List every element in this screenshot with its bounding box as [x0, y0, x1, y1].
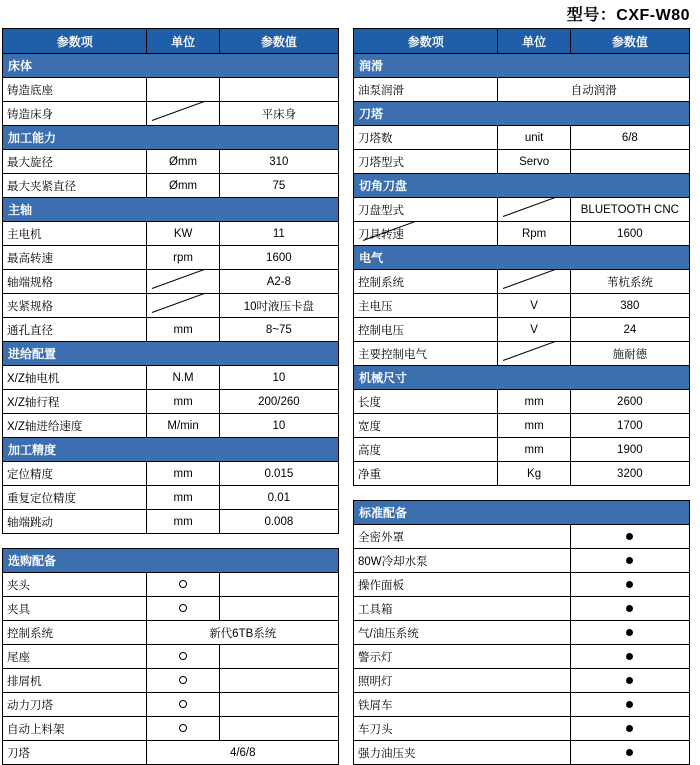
row-label: 全密外罩	[354, 525, 571, 549]
section-row	[3, 342, 339, 366]
row-label: 重复定位精度	[3, 486, 147, 510]
row-label: 定位精度	[3, 462, 147, 486]
table-row	[354, 717, 690, 741]
table-row	[354, 549, 690, 573]
table-row	[3, 573, 339, 597]
row-value: 0.015	[219, 462, 338, 486]
row-label: 宽度	[354, 414, 498, 438]
section-row	[3, 549, 339, 573]
row-label: 铸造底座	[3, 78, 147, 102]
row-unit: mm	[498, 414, 570, 438]
section-row	[3, 126, 339, 150]
dot-icon	[626, 653, 633, 660]
row-unit-na	[147, 270, 219, 294]
included-mark	[570, 717, 689, 741]
row-unit-na	[498, 342, 570, 366]
row-value: 200/260	[219, 390, 338, 414]
row-unit-na	[498, 270, 570, 294]
table-row	[3, 294, 339, 318]
section-row	[354, 54, 690, 78]
dot-icon	[626, 605, 633, 612]
row-label: 控制系统	[354, 270, 498, 294]
row-label: 刀塔数	[354, 126, 498, 150]
row-label: 主要控制电气	[354, 342, 498, 366]
option-mark	[147, 717, 219, 741]
row-value	[219, 597, 338, 621]
row-value	[219, 669, 338, 693]
row-unit	[147, 78, 219, 102]
row-value: 10	[219, 366, 338, 390]
table-row	[354, 597, 690, 621]
included-mark	[570, 525, 689, 549]
table-row	[3, 462, 339, 486]
section-row	[354, 366, 690, 390]
header-unit: 单位	[147, 29, 219, 54]
row-unit-na	[147, 294, 219, 318]
right-spec-table	[353, 28, 690, 486]
section-label: 刀塔	[354, 102, 690, 126]
option-mark	[147, 669, 219, 693]
option-mark	[147, 693, 219, 717]
included-mark	[570, 693, 689, 717]
table-row	[354, 390, 690, 414]
table-row	[3, 102, 339, 126]
table-row	[3, 246, 339, 270]
row-label: 控制系统	[3, 621, 147, 645]
table-row	[354, 462, 690, 486]
table-row	[3, 366, 339, 390]
row-label: 动力刀塔	[3, 693, 147, 717]
table-row	[354, 222, 690, 246]
table-row	[354, 78, 690, 102]
row-unit: mm	[498, 438, 570, 462]
section-row	[354, 174, 690, 198]
row-label: 长度	[354, 390, 498, 414]
table-row	[3, 693, 339, 717]
ring-icon	[179, 580, 187, 588]
option-mark	[147, 645, 219, 669]
table-row	[3, 414, 339, 438]
model-title: 型号：CXF-W80	[566, 7, 690, 24]
row-label: 操作面板	[354, 573, 571, 597]
row-unit: mm	[147, 510, 219, 534]
table-row	[354, 621, 690, 645]
row-label: 刀具转速	[354, 222, 498, 246]
ring-icon	[179, 604, 187, 612]
row-label: 轴端规格	[3, 270, 147, 294]
row-value: 75	[219, 174, 338, 198]
spacer	[2, 534, 339, 548]
row-label: 80W冷却水泵	[354, 549, 571, 573]
table-header-row	[354, 29, 690, 54]
row-value: 1700	[570, 414, 689, 438]
table-row	[3, 510, 339, 534]
optional-equipment-table	[2, 548, 339, 765]
table-row	[354, 414, 690, 438]
included-mark	[570, 621, 689, 645]
section-row	[354, 501, 690, 525]
right-column	[353, 28, 690, 765]
row-value: 1900	[570, 438, 689, 462]
included-mark	[570, 549, 689, 573]
dot-icon	[626, 701, 633, 708]
table-row	[354, 438, 690, 462]
section-row	[354, 246, 690, 270]
row-value: 4/6/8	[147, 741, 339, 765]
table-row	[3, 222, 339, 246]
table-row	[354, 126, 690, 150]
included-mark	[570, 597, 689, 621]
table-row	[3, 150, 339, 174]
table-row	[3, 486, 339, 510]
row-label: 夹头	[3, 573, 147, 597]
row-unit: mm	[147, 486, 219, 510]
row-value	[219, 645, 338, 669]
row-unit: mm	[147, 390, 219, 414]
spacer	[353, 486, 690, 500]
row-label: 警示灯	[354, 645, 571, 669]
row-unit: mm	[147, 462, 219, 486]
table-row	[3, 174, 339, 198]
dot-icon	[626, 677, 633, 684]
row-label: 自动上料架	[3, 717, 147, 741]
row-label: 刀盘型式	[354, 198, 498, 222]
row-label: 工具箱	[354, 597, 571, 621]
table-row	[354, 342, 690, 366]
row-value	[219, 693, 338, 717]
row-value: 施耐德	[570, 342, 689, 366]
table-row	[354, 693, 690, 717]
table-row	[354, 573, 690, 597]
row-label: 夹紧规格	[3, 294, 147, 318]
table-row	[3, 270, 339, 294]
row-value: 苇杭系统	[570, 270, 689, 294]
row-label: 最大夹紧直径	[3, 174, 147, 198]
header-value: 参数值	[219, 29, 338, 54]
row-label: X/Z轴电机	[3, 366, 147, 390]
dot-icon	[626, 581, 633, 588]
row-label: 夹具	[3, 597, 147, 621]
ring-icon	[179, 676, 187, 684]
row-unit: unit	[498, 126, 570, 150]
section-label: 加工能力	[3, 126, 339, 150]
included-mark	[570, 669, 689, 693]
row-label: 净重	[354, 462, 498, 486]
table-row	[3, 318, 339, 342]
table-row	[3, 78, 339, 102]
row-value: 8~75	[219, 318, 338, 342]
left-column	[2, 28, 339, 765]
header-param: 参数项	[354, 29, 498, 54]
option-mark	[147, 597, 219, 621]
row-unit: mm	[498, 390, 570, 414]
section-row	[3, 198, 339, 222]
row-unit-na	[147, 102, 219, 126]
ring-icon	[179, 700, 187, 708]
row-label: 气/油压系统	[354, 621, 571, 645]
row-label: 油泵润滑	[354, 78, 498, 102]
dot-icon	[626, 749, 633, 756]
row-label: X/Z轴行程	[3, 390, 147, 414]
ring-icon	[179, 652, 187, 660]
table-row	[354, 645, 690, 669]
row-value: 3200	[570, 462, 689, 486]
table-row	[3, 597, 339, 621]
row-value: A2-8	[219, 270, 338, 294]
row-value	[570, 150, 689, 174]
row-unit: Rpm	[498, 222, 570, 246]
table-row	[354, 525, 690, 549]
row-value: 新代6TB系统	[147, 621, 339, 645]
row-label: 排屑机	[3, 669, 147, 693]
row-label: 高度	[354, 438, 498, 462]
row-label: 强力油压夹	[354, 741, 571, 765]
row-value: 380	[570, 294, 689, 318]
row-label: 刀塔	[3, 741, 147, 765]
table-row	[354, 669, 690, 693]
row-value	[219, 717, 338, 741]
row-value	[219, 573, 338, 597]
section-label: 选购配备	[3, 549, 339, 573]
section-row	[354, 102, 690, 126]
row-label: 通孔直径	[3, 318, 147, 342]
included-mark	[570, 645, 689, 669]
row-value: 10	[219, 414, 338, 438]
row-value: 2600	[570, 390, 689, 414]
row-unit: Kg	[498, 462, 570, 486]
section-label: 床体	[3, 54, 339, 78]
header-param: 参数项	[3, 29, 147, 54]
ring-icon	[179, 724, 187, 732]
row-value: 0.008	[219, 510, 338, 534]
table-row	[3, 390, 339, 414]
row-unit: KW	[147, 222, 219, 246]
section-row	[3, 54, 339, 78]
row-label: 控制电压	[354, 318, 498, 342]
row-label: 铁屑车	[354, 693, 571, 717]
dot-icon	[626, 629, 633, 636]
section-label: 切角刀盘	[354, 174, 690, 198]
header-unit: 单位	[498, 29, 570, 54]
included-mark	[570, 741, 689, 765]
table-row	[354, 294, 690, 318]
row-label: 车刀头	[354, 717, 571, 741]
table-row	[3, 621, 339, 645]
row-unit: V	[498, 294, 570, 318]
row-unit: N.M	[147, 366, 219, 390]
table-row	[354, 270, 690, 294]
row-value: 1600	[570, 222, 689, 246]
section-label: 主轴	[3, 198, 339, 222]
included-mark	[570, 573, 689, 597]
row-value: BLUETOOTH CNC	[570, 198, 689, 222]
table-row	[354, 150, 690, 174]
row-unit: mm	[147, 318, 219, 342]
row-label: 刀塔型式	[354, 150, 498, 174]
dot-icon	[626, 533, 633, 540]
standard-equipment-table	[353, 500, 690, 765]
row-unit-na	[498, 198, 570, 222]
row-value: 6/8	[570, 126, 689, 150]
table-row	[354, 198, 690, 222]
row-value	[219, 78, 338, 102]
section-label: 润滑	[354, 54, 690, 78]
row-value: 自动润滑	[498, 78, 690, 102]
table-row	[3, 717, 339, 741]
row-label: 主电压	[354, 294, 498, 318]
row-label: 主电机	[3, 222, 147, 246]
table-row	[3, 741, 339, 765]
row-unit: V	[498, 318, 570, 342]
row-unit: Servo	[498, 150, 570, 174]
row-label: 尾座	[3, 645, 147, 669]
row-value: 11	[219, 222, 338, 246]
table-row	[3, 645, 339, 669]
row-value: 0.01	[219, 486, 338, 510]
table-row	[3, 669, 339, 693]
row-unit: rpm	[147, 246, 219, 270]
header-value: 参数值	[570, 29, 689, 54]
row-label: 铸造床身	[3, 102, 147, 126]
section-label: 机械尺寸	[354, 366, 690, 390]
section-label: 进给配置	[3, 342, 339, 366]
row-label: 轴端跳动	[3, 510, 147, 534]
row-label: 最高转速	[3, 246, 147, 270]
row-value: 10吋液压卡盘	[219, 294, 338, 318]
row-label: X/Z轴进给速度	[3, 414, 147, 438]
row-label: 最大旋径	[3, 150, 147, 174]
row-value: 24	[570, 318, 689, 342]
section-label: 电气	[354, 246, 690, 270]
dot-icon	[626, 557, 633, 564]
table-row	[354, 318, 690, 342]
option-mark	[147, 573, 219, 597]
row-unit: Ømm	[147, 150, 219, 174]
section-label: 标准配备	[354, 501, 690, 525]
row-value: 310	[219, 150, 338, 174]
left-spec-table	[2, 28, 339, 534]
section-row	[3, 438, 339, 462]
row-label: 照明灯	[354, 669, 571, 693]
row-unit: Ømm	[147, 174, 219, 198]
table-header-row	[3, 29, 339, 54]
row-value: 平床身	[219, 102, 338, 126]
row-value: 1600	[219, 246, 338, 270]
section-label: 加工精度	[3, 438, 339, 462]
table-row	[354, 741, 690, 765]
row-unit: M/min	[147, 414, 219, 438]
